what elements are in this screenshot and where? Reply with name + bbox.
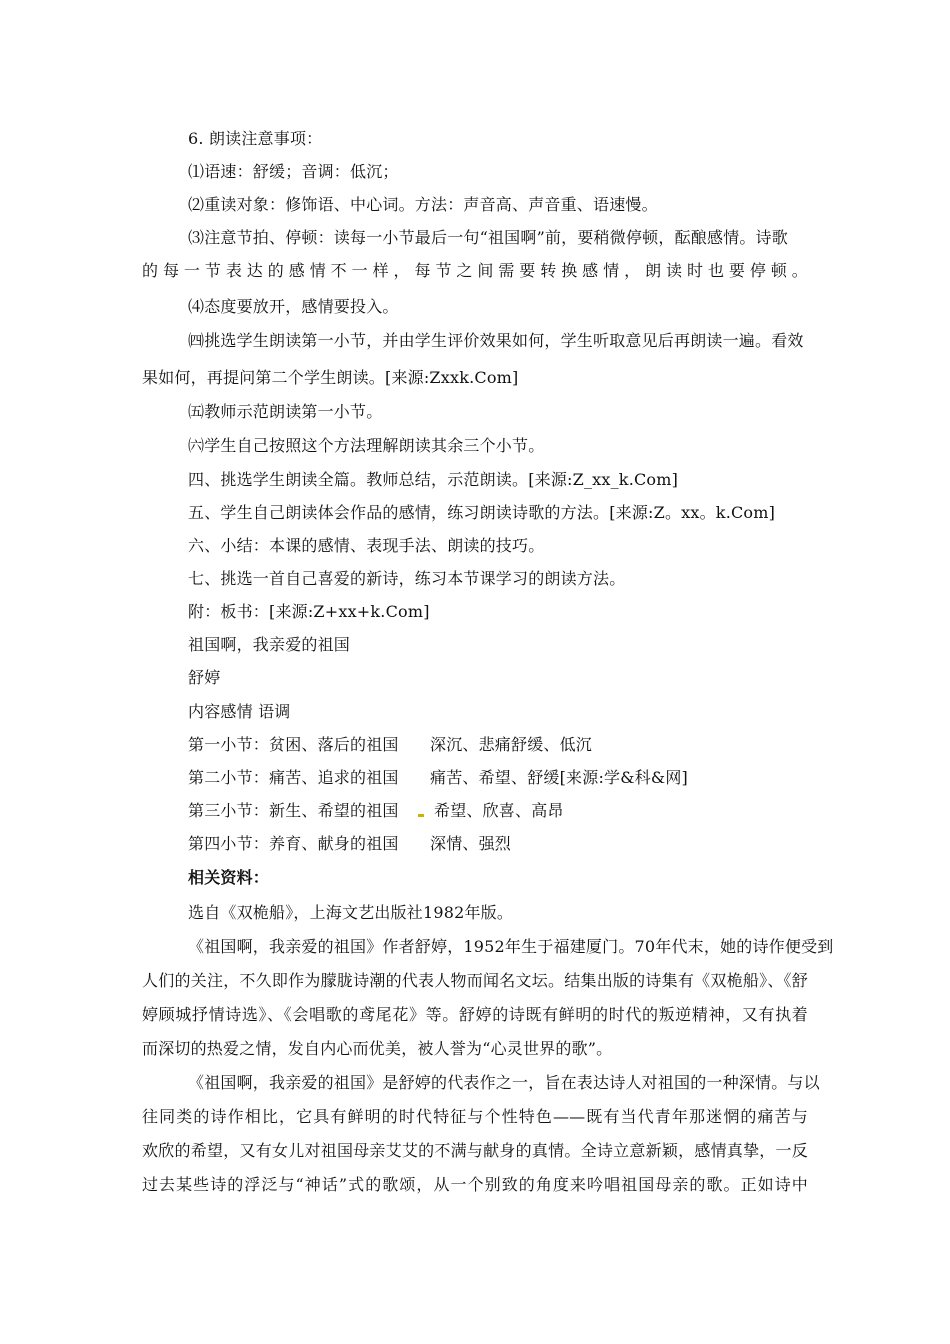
paragraph-line: 往同类的诗作相比，它具有鲜明的时代特征与个性特色——既有当代青年那迷惘的痛苦与 bbox=[142, 1107, 808, 1126]
board-row-right: 深沉、悲痛舒缓、低沉 bbox=[430, 735, 593, 754]
highlight-mark bbox=[418, 814, 424, 817]
list-item: 四、挑选学生朗读全篇。教师总结，示范朗读。[来源:Z_xx_k.Com] bbox=[188, 470, 679, 489]
paragraph-line: 果如何，再提问第二个学生朗读。[来源:Zxxk.Com] bbox=[142, 368, 519, 387]
source-line: 选自《双桅船》，上海文艺出版社1982年版。 bbox=[188, 903, 514, 922]
board-row bbox=[188, 734, 808, 756]
list-item: ⑵重读对象：修饰语、中心词。方法：声音高、声音重、语速慢。 bbox=[188, 195, 658, 214]
board-row-right: 深情、强烈 bbox=[430, 834, 512, 853]
board-row bbox=[188, 800, 808, 822]
paragraph-line: 《祖国啊，我亲爱的祖国》作者舒婷，1952年生于福建厦门。70年代末，她的诗作便受到 bbox=[188, 937, 834, 956]
list-item: ㈣挑选学生朗读第一小节，并由学生评价效果如何，学生听取意见后再朗读一遍。看效 bbox=[188, 331, 804, 350]
section-heading: 6. 朗读注意事项： bbox=[188, 129, 323, 148]
list-item: ⑴语速：舒缓；音调：低沉； bbox=[188, 162, 399, 181]
board-title: 祖国啊，我亲爱的祖国 bbox=[188, 635, 351, 654]
board-row bbox=[188, 767, 808, 789]
board-row-right: 痛苦、希望、舒缓[来源:学&科&网] bbox=[430, 768, 688, 787]
paragraph-line: 过去某些诗的浮泛与“神话”式的歌颂，从一个别致的角度来吟唱祖国母亲的歌。正如诗中 bbox=[142, 1175, 808, 1194]
list-item: ㈤教师示范朗读第一小节。 bbox=[188, 402, 383, 421]
board-author: 舒婷 bbox=[188, 668, 221, 687]
paragraph-line: 而深切的热爱之情，发自内心而优美，被人誉为“心灵世界的歌”。 bbox=[142, 1039, 613, 1058]
board-label: 附：板书：[来源:Z+xx+k.Com] bbox=[188, 602, 430, 621]
list-item: ⑷态度要放开，感情要投入。 bbox=[188, 297, 399, 316]
board-header: 内容感情 语调 bbox=[188, 702, 291, 721]
paragraph-line: 的每一节表达的感情不一样，每节之间需要转换感情，朗读时也要停顿。 bbox=[142, 261, 808, 280]
paragraph-line: 欢欣的希望，又有女儿对祖国母亲艾艾的不满与献身的真情。全诗立意新颖，感情真挚，一反 bbox=[142, 1141, 808, 1160]
list-item: 七、挑选一首自己喜爱的新诗，练习本节课学习的朗读方法。 bbox=[188, 569, 626, 588]
board-row-left: 第二小节：痛苦、追求的祖国 bbox=[188, 768, 399, 787]
board-row bbox=[188, 833, 808, 855]
list-item: 五、学生自己朗读体会作品的感情，练习朗读诗歌的方法。[来源:Z。xx。k.Com] bbox=[188, 503, 776, 522]
list-item: ㈥学生自己按照这个方法理解朗读其余三个小节。 bbox=[188, 436, 545, 455]
board-row-left: 第四小节：养育、献身的祖国 bbox=[188, 834, 399, 853]
board-row-left: 第三小节：新生、希望的祖国 bbox=[188, 801, 399, 820]
board-row-left: 第一小节：贫困、落后的祖国 bbox=[188, 735, 399, 754]
list-item: ⑶注意节拍、停顿：读每一小节最后一句“祖国啊”前，要稍微停顿，酝酿感情。诗歌 bbox=[188, 228, 788, 247]
paragraph-line: 《祖国啊，我亲爱的祖国》是舒婷的代表作之一，旨在表达诗人对祖国的一种深情。与以 bbox=[188, 1073, 820, 1092]
related-heading: 相关资料： bbox=[188, 868, 270, 887]
list-item: 六、小结：本课的感情、表现手法、朗读的技巧。 bbox=[188, 536, 545, 555]
paragraph-line: 婷顾城抒情诗选》、《会唱歌的鸢尾花》等。舒婷的诗既有鲜明的时代的叛逆精神，又有执着 bbox=[142, 1005, 808, 1024]
paragraph-line: 人们的关注，不久即作为朦胧诗潮的代表人物而闻名文坛。结集出版的诗集有《双桅船》、《舒 bbox=[142, 971, 808, 990]
board-row-right: 希望、欣喜、高昂 bbox=[434, 801, 564, 820]
